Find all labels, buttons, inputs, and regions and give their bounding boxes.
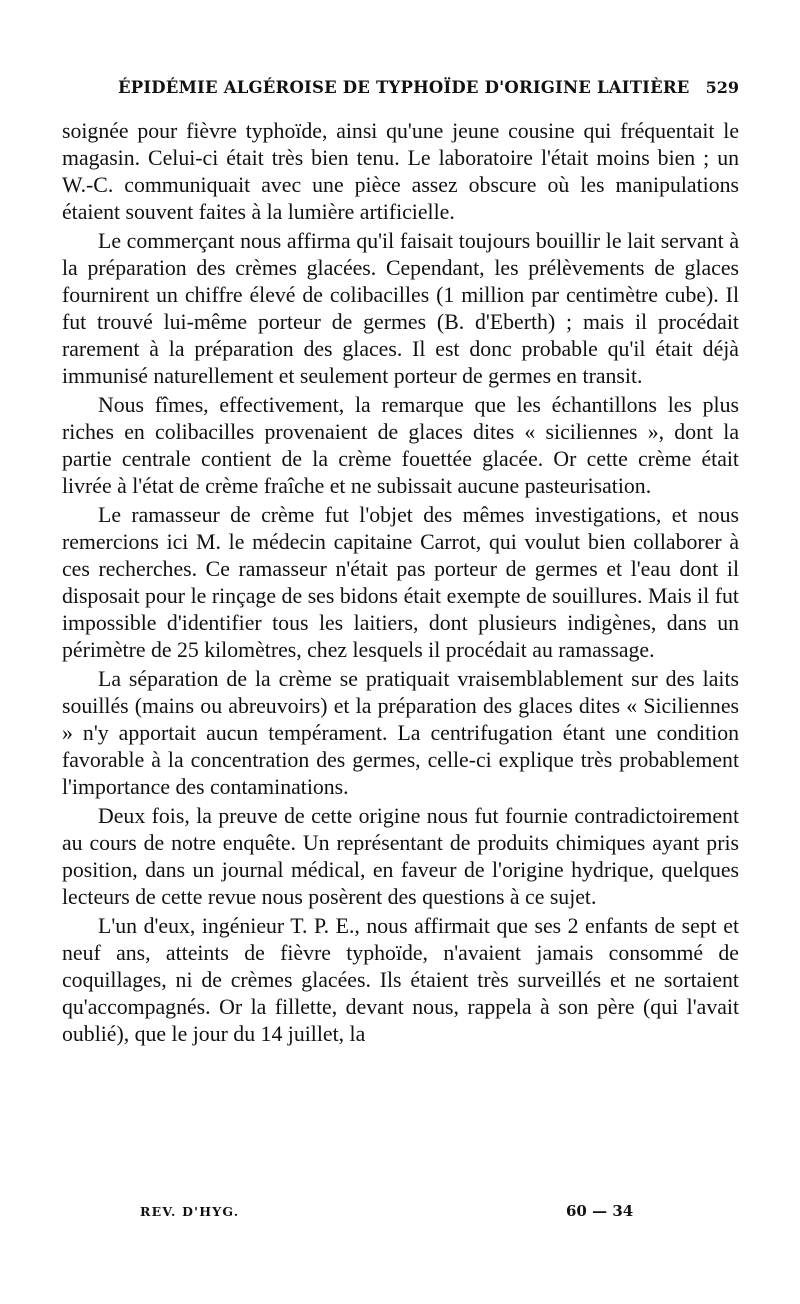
page-number: 529 — [705, 78, 739, 97]
book-page — [62, 0, 739, 1304]
paragraph: Le ramasseur de crème fut l'objet des mêmes investigations, et nous remercions ici M. le médecin capitaine Carrot, qui voulut bien collaborer à ces recherches. Ce ramasseur n'était pas porteur de germes et l'eau dont il disposait pour le rinçage de ses bidons était exempte de souillures. Mais il fut impossible d'identifier tous les laitiers, dont plusieurs indigènes, dans un périmètre de 25 kilomètres, chez lesquels il procédait au ramassage. — [62, 503, 739, 662]
running-head — [62, 78, 739, 102]
paragraph: L'un d'eux, ingénieur T. P. E., nous affirmait que ses 2 enfants de sept et neuf ans, atteints de fièvre typhoïde, n'avaient jamais consommé de coquillages, ni de crèmes glacées. Ils étaient très surveillés et ne sortaient qu'accompagnés. Or la fillette, devant nous, rappela à son père (qui l'avait oublié), que le jour du 14 juillet, la — [62, 914, 739, 1046]
journal-abbreviation: REV. D'HYG. — [140, 1204, 240, 1219]
running-title: ÉPIDÉMIE ALGÉROISE DE TYPHOÏDE D'ORIGINE LAITIÈRE — [118, 78, 690, 97]
paragraph-continued: soignée pour fièvre typhoïde, ainsi qu'une jeune cousine qui fréquentait le magasin. Celui-ci était très bien tenu. Le laboratoire l'était moins bien ; un W.-C. communiquait avec une pièce assez obscure où les manipulations étaient souvent faites à la lumière artificielle. — [62, 119, 739, 224]
signature-mark: 60 — 34 — [566, 1202, 634, 1220]
paragraph: Le commerçant nous affirma qu'il faisait toujours bouillir le lait servant à la préparation des crèmes glacées. Cependant, les prélèvements de glaces fournirent un chiffre élevé de colibacilles (1 million par centimètre cube). Il fut trouvé lui-même porteur de germes (B. d'Eberth) ; mais il procédait rarement à la préparation des glaces. Il est donc probable qu'il était déjà immunisé naturellement et seulement porteur de germes en transit. — [62, 229, 739, 388]
paragraph: Nous fîmes, effectivement, la remarque que les échantillons les plus riches en colibacilles provenaient de glaces dites « siciliennes », dont la partie centrale contient de la crème fouettée glacée. Or cette crème était livrée à l'état de crème fraîche et ne subissait aucune pasteurisation. — [62, 393, 739, 498]
paragraph: La séparation de la crème se pratiquait vraisemblablement sur des laits souillés (mains ou abreuvoirs) et la préparation des glaces dites « Siciliennes » n'y apportait aucun tempérament. La centrifugation étant une condition favorable à la concentration des germes, celle-ci explique très probablement l'importance des contaminations. — [62, 667, 739, 799]
body-text — [62, 118, 739, 1050]
paragraph: Deux fois, la preuve de cette origine nous fut fournie contradictoirement au cours de notre enquête. Un représentant de produits chimiques ayant pris position, dans un journal médical, en faveur de l'origine hydrique, quelques lecteurs de cette revue nous posèrent des questions à ce sujet. — [62, 804, 739, 909]
page-footer — [62, 1202, 739, 1224]
